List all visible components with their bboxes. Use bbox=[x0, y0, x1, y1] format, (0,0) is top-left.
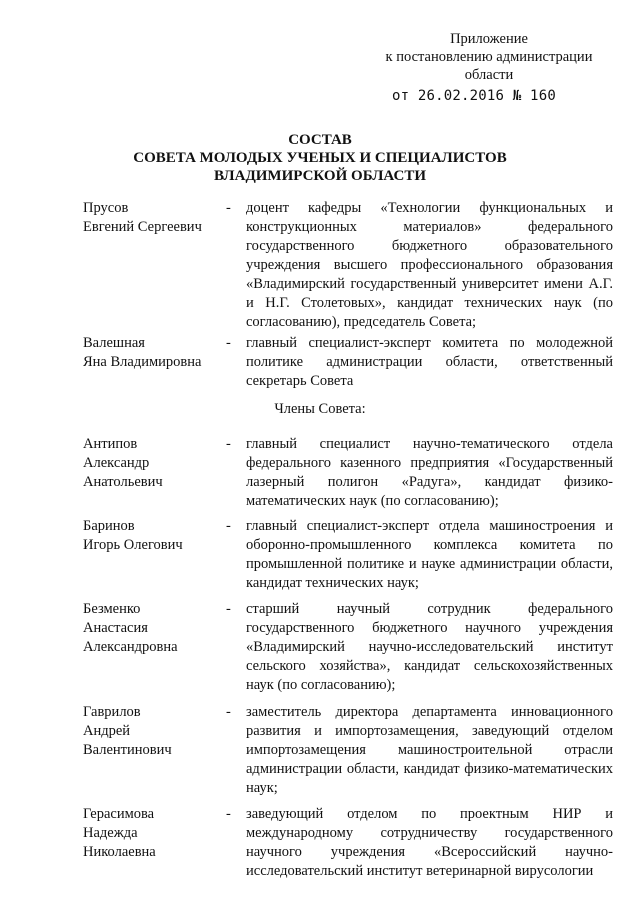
member-name bbox=[83, 703, 223, 760]
member-patronymic: Анатольевич bbox=[83, 474, 163, 490]
member-given-names: Евгений Сергеевич bbox=[83, 219, 202, 235]
member-role: заведующий отделом по проектным НИР и международному сотрудничеству государственного научного учреждения «Всероссийский научно-исследовательский институт ветеринарной вирусологии bbox=[246, 806, 613, 879]
member-surname: Антипов bbox=[83, 436, 138, 452]
title-line-2: СОВЕТА МОЛОДЫХ УЧЕНЫХ И СПЕЦИАЛИСТОВ bbox=[133, 150, 507, 166]
member-role: главный специалист научно-тематического отдела федерального казенного предприятия «Государственный лазерный полигон «Радуга», кандидат физико-математических наук (по согласованию); bbox=[246, 436, 613, 509]
member-surname: Прусов bbox=[83, 200, 129, 216]
title-line-3: ВЛАДИМИРСКОЙ ОБЛАСТИ bbox=[214, 168, 426, 184]
member-surname: Гаврилов bbox=[83, 704, 141, 720]
member-name bbox=[83, 600, 223, 657]
appendix-label: Приложение bbox=[450, 31, 528, 47]
appendix-reference: к постановлению администрации bbox=[385, 49, 593, 65]
member-surname: Валешная bbox=[83, 335, 145, 351]
member-name bbox=[83, 517, 223, 555]
member-name bbox=[83, 334, 223, 372]
member-name bbox=[83, 199, 223, 237]
dash-separator: - bbox=[226, 335, 231, 351]
member-role: главный специалист-эксперт отдела машиностроения и оборонно-промышленного комплекса комитета по промышленной политике и науке администрации области, кандидат технических наук; bbox=[246, 518, 613, 591]
member-given-names: Игорь Олегович bbox=[83, 537, 183, 553]
dash-separator: - bbox=[226, 704, 231, 720]
member-role: заместитель директора департамента инновационного развития и импортозамещения, заведующий отделом импортозамещения машиностроительной отрасли администрации области, кандидат физико-математических наук; bbox=[246, 704, 613, 796]
member-given-name: Надежда bbox=[83, 825, 138, 841]
member-patronymic: Александровна bbox=[83, 639, 178, 655]
dash-separator: - bbox=[226, 518, 231, 534]
dash-separator: - bbox=[226, 436, 231, 452]
appendix-region: области bbox=[464, 67, 514, 83]
member-role: старший научный сотрудник федерального государственного бюджетного научного учреждения «Владимирский научно-исследовательский институт сельского хозяйства», кандидат сельскохозяйственных наук (по согласованию); bbox=[246, 601, 613, 693]
dash-separator: - bbox=[226, 601, 231, 617]
document-title bbox=[0, 131, 640, 185]
member-role: главный специалист-эксперт комитета по молодежной политике администрации области, ответственный секретарь Совета bbox=[246, 335, 613, 389]
dash-separator: - bbox=[226, 200, 231, 216]
member-given-name: Александр bbox=[83, 455, 150, 471]
member-surname: Безменко bbox=[83, 601, 141, 617]
decree-stamp: от 26.02.2016 № 160 bbox=[392, 88, 556, 104]
members-heading: Члены Совета: bbox=[274, 401, 366, 417]
dash-separator: - bbox=[226, 806, 231, 822]
appendix-header bbox=[360, 30, 618, 84]
member-given-names: Яна Владимировна bbox=[83, 354, 202, 370]
member-name bbox=[83, 805, 223, 862]
member-given-name: Андрей bbox=[83, 723, 131, 739]
member-patronymic: Валентинович bbox=[83, 742, 172, 758]
member-surname: Герасимова bbox=[83, 806, 155, 822]
member-name bbox=[83, 435, 223, 492]
title-line-1: СОСТАВ bbox=[288, 132, 352, 148]
member-role: доцент кафедры «Технологии функциональных и конструкционных материалов» федерального государственного бюджетного образовательного учреждения высшего профессионального образования «Владимирский государственный университет имени А.Г. и Н.Г. Столетовых», кандидат технических наук (по согласованию), председатель Совета; bbox=[246, 200, 613, 330]
member-surname: Баринов bbox=[83, 518, 135, 534]
member-patronymic: Николаевна bbox=[83, 844, 156, 860]
member-given-name: Анастасия bbox=[83, 620, 148, 636]
